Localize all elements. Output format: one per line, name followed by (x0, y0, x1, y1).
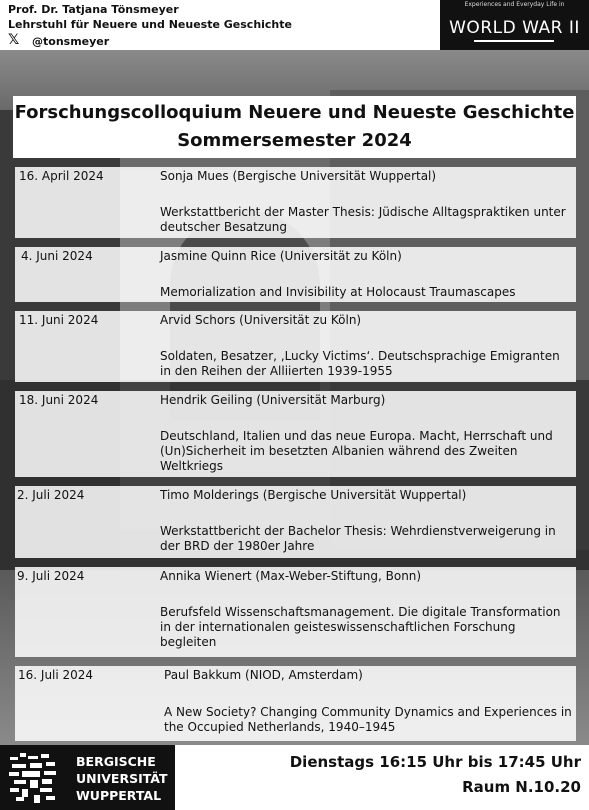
session-speaker: Arvid Schors (Universität zu Köln) (160, 313, 362, 327)
ww2-logo-underline (474, 40, 554, 42)
x-logo-icon: 𝕏 (8, 32, 20, 48)
university-name-line3: WUPPERTAL (76, 788, 162, 803)
university-name-line2: UNIVERSITÄT (76, 771, 168, 786)
session-talk: Werkstattbericht der Bachelor Thesis: Wehrdienstverweigerung in der BRD der 1980er Jahre (160, 524, 556, 553)
session-row (15, 486, 576, 558)
session-speaker: Hendrik Geiling (Universität Marburg) (160, 393, 386, 407)
university-name-line1: BERGISCHE (76, 754, 156, 769)
session-row (15, 666, 576, 741)
ww2-logo-title: WORLD WAR II (449, 18, 580, 38)
footer (0, 745, 589, 810)
session-speaker: Annika Wienert (Max-Weber-Stiftung, Bonn) (160, 569, 422, 583)
session-date: 18. Juni 2024 (19, 393, 99, 407)
twitter-handle[interactable]: @tonsmeyer (32, 35, 110, 48)
session-date: 4. Juni 2024 (21, 249, 93, 263)
session-talk: Soldaten, Besatzer, ‚Lucky Victims‘. Deutschsprachige Emigranten in den Reihen der Alliierten 1939-1955 (160, 349, 560, 378)
session-speaker: Sonja Mues (Bergische Universität Wuppertal) (160, 169, 437, 183)
session-talk: Memorialization and Invisibility at Holocaust Traumascapes (160, 285, 516, 299)
session-speaker: Jasmine Quinn Rice (Universität zu Köln) (160, 249, 402, 263)
session-talk: Werkstattbericht der Master Thesis: Jüdische Alltagspraktiken unter deutscher Besatzung (160, 205, 566, 234)
university-logo (0, 745, 175, 810)
header (0, 0, 589, 50)
lion-emblem-icon (6, 751, 60, 805)
ww2-logo-subtitle: Experiences and Everyday Life in (464, 1, 565, 8)
semester-title: Sommersemester 2024 (177, 130, 412, 151)
session-speaker: Timo Molderings (Bergische Universität Wuppertal) (160, 488, 467, 502)
chair-name: Lehrstuhl für Neuere und Neueste Geschichte (8, 18, 292, 31)
session-time: Dienstags 16:15 Uhr bis 17:45 Uhr (289, 753, 581, 771)
session-row (15, 567, 576, 657)
session-date: 16. April 2024 (19, 169, 104, 183)
session-date: 11. Juni 2024 (19, 313, 99, 327)
title-box (13, 96, 576, 158)
session-date: 16. Juli 2024 (18, 668, 94, 682)
session-row (15, 167, 576, 238)
session-speaker: Paul Bakkum (NIOD, Amsterdam) (164, 668, 363, 682)
session-date: 2. Juli 2024 (17, 488, 85, 502)
session-talk: A New Society? Changing Community Dynamics and Experiences in the Occupied Netherlands, 1940–1945 (164, 705, 572, 734)
session-row (15, 311, 576, 382)
session-date: 9. Juli 2024 (17, 569, 85, 583)
page-title: Forschungscolloquium Neuere und Neueste Geschichte (14, 102, 575, 123)
session-row (15, 247, 576, 302)
session-talk: Berufsfeld Wissenschaftsmanagement. Die digitale Transformation in der internationalen geisteswissenschaftlichen Forschung begleiten (160, 605, 561, 649)
session-room: Raum N.10.20 (462, 778, 581, 796)
professor-name: Prof. Dr. Tatjana Tönsmeyer (8, 3, 179, 16)
ww2-logo (440, 0, 589, 50)
session-row (15, 391, 576, 477)
session-talk: Deutschland, Italien und das neue Europa. Macht, Herrschaft und (Un)Sicherheit im besetzten Albanien während des Zweiten Weltkriegs (160, 429, 553, 473)
